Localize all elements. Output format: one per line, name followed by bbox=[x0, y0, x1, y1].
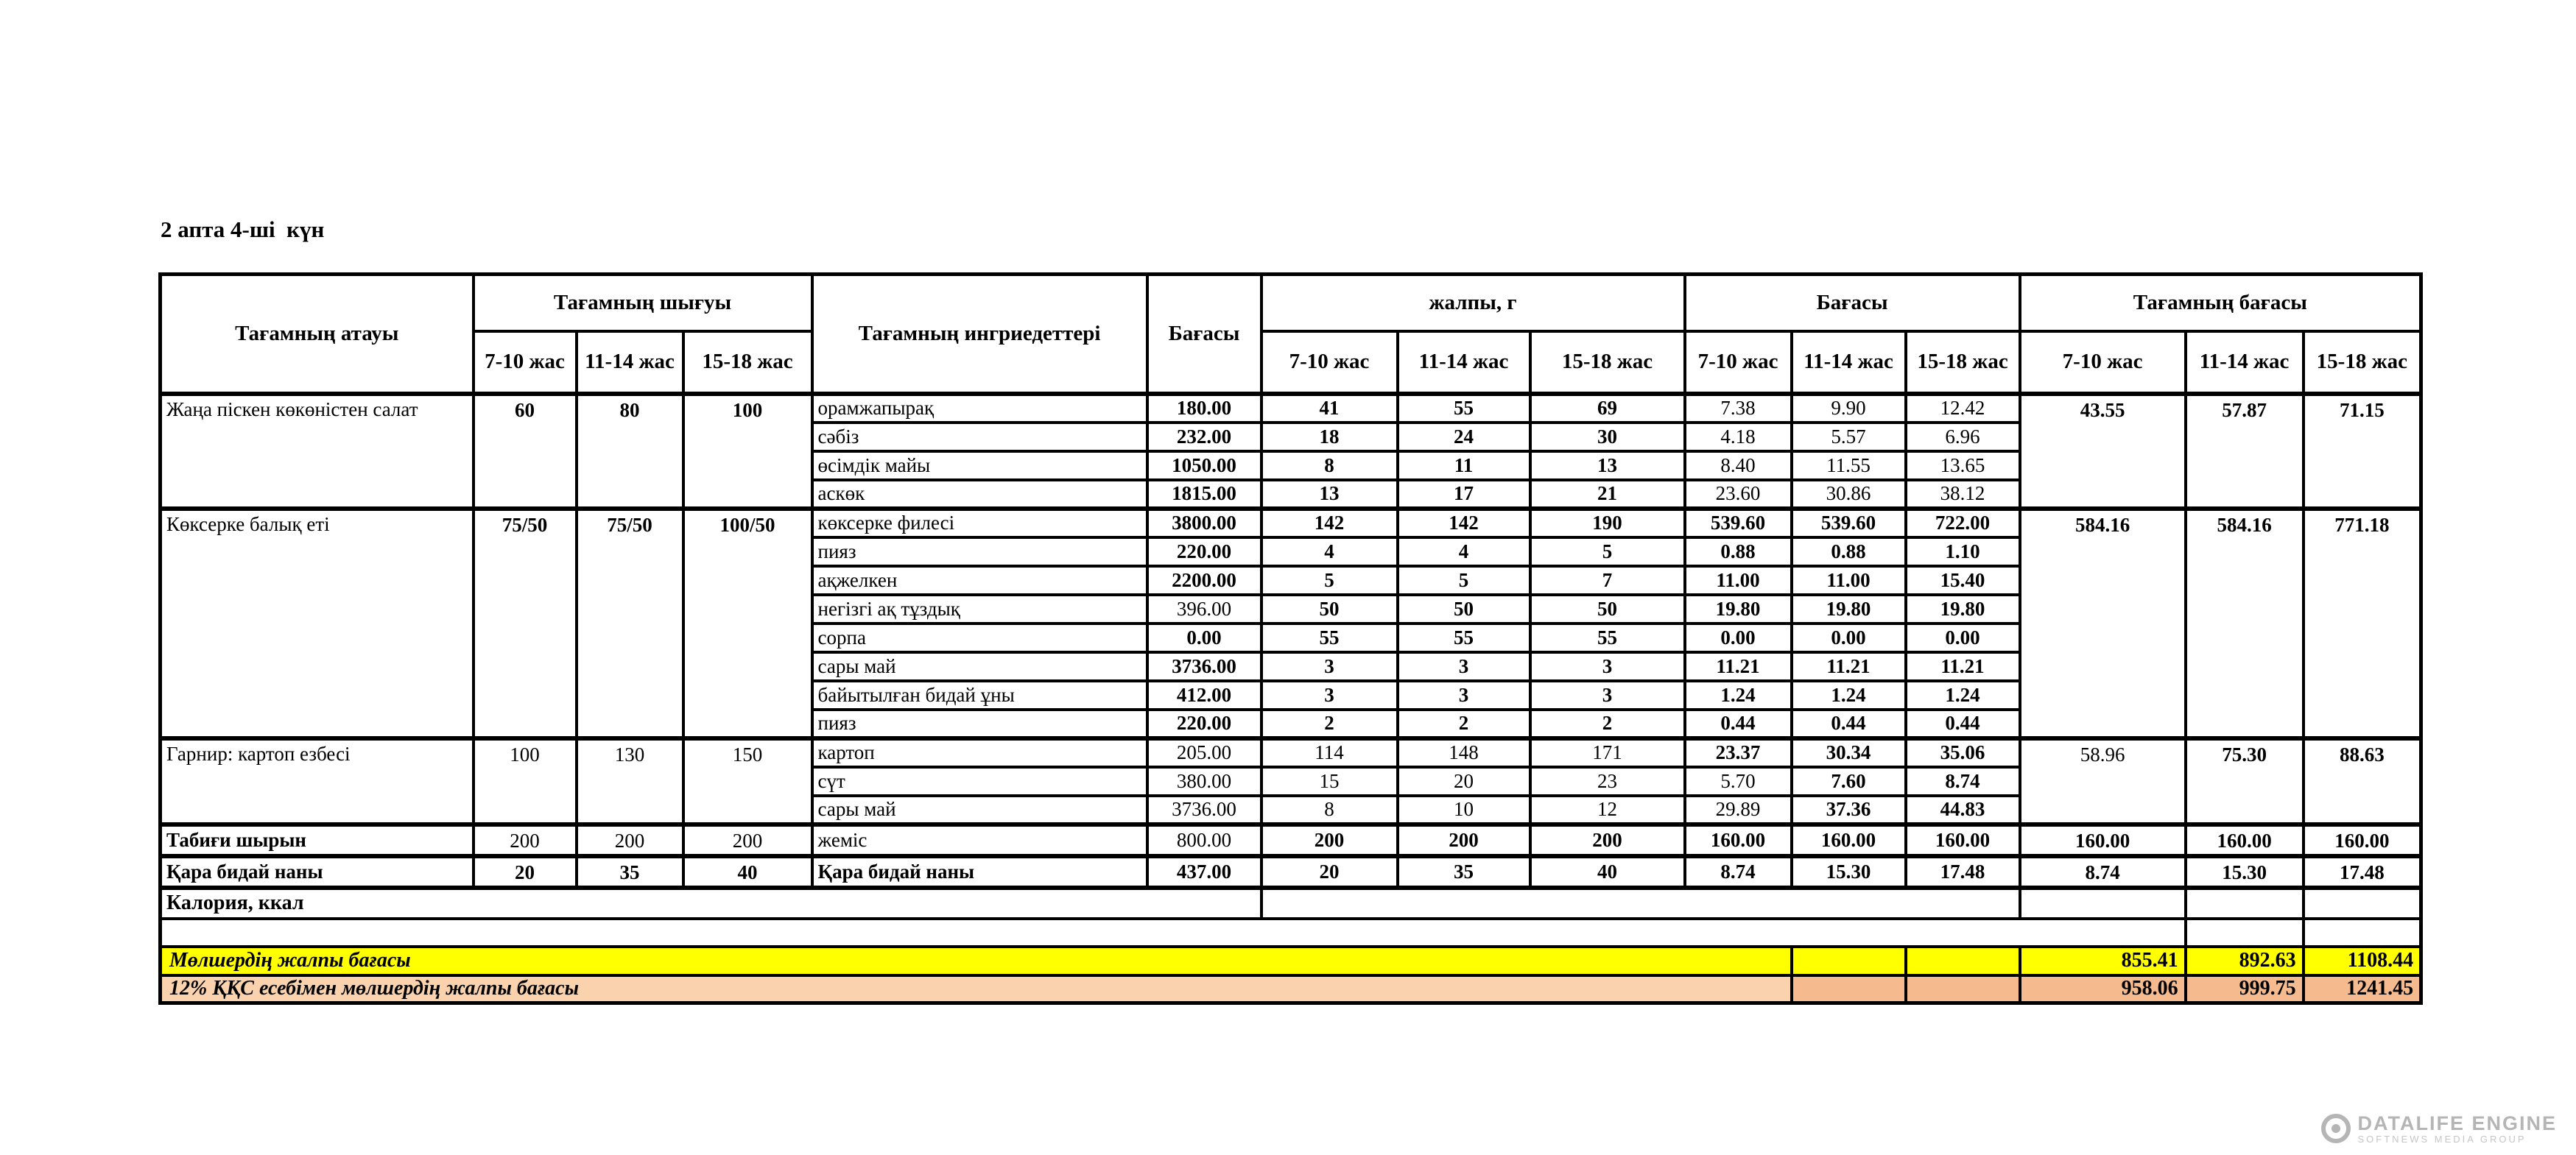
grams-7-10-cell: 200 bbox=[1261, 824, 1398, 856]
dish-price-cell: 584.16 bbox=[2020, 509, 2186, 738]
header-dish-price-group: Тағамның бағасы bbox=[2020, 275, 2421, 331]
grams-15-18-cell: 69 bbox=[1530, 394, 1685, 423]
grams-7-10-cell: 8 bbox=[1261, 451, 1398, 480]
price-11-14-cell: 0.44 bbox=[1792, 710, 1906, 738]
price-15-18-cell: 722.00 bbox=[1906, 509, 2020, 537]
ingredient-cell: ақжелкен bbox=[812, 566, 1147, 595]
dish-output-cell: 100 bbox=[474, 738, 577, 824]
grams-7-10-cell: 114 bbox=[1261, 738, 1398, 767]
price-7-10-cell: 8.40 bbox=[1685, 451, 1792, 480]
grams-7-10-cell: 3 bbox=[1261, 681, 1398, 710]
unit-price-cell: 3800.00 bbox=[1147, 509, 1261, 537]
unit-price-cell: 3736.00 bbox=[1147, 652, 1261, 681]
price-7-10-cell: 5.70 bbox=[1685, 767, 1792, 796]
empty-cell bbox=[2186, 888, 2304, 919]
ingredient-cell: сары май bbox=[812, 652, 1147, 681]
header-age-7-10: 7-10 жас bbox=[1685, 331, 1792, 394]
price-7-10-cell: 539.60 bbox=[1685, 509, 1792, 537]
price-7-10-cell: 7.38 bbox=[1685, 394, 1792, 423]
page-title: 2 апта 4-ші күн bbox=[161, 216, 325, 242]
price-15-18-cell: 1.24 bbox=[1906, 681, 2020, 710]
dish-price-cell: 88.63 bbox=[2304, 738, 2421, 824]
header-age-15-18: 15-18 жас bbox=[1530, 331, 1685, 394]
grams-7-10-cell: 18 bbox=[1261, 423, 1398, 451]
grams-11-14-cell: 50 bbox=[1398, 595, 1530, 624]
unit-price-cell: 1050.00 bbox=[1147, 451, 1261, 480]
grams-7-10-cell: 55 bbox=[1261, 624, 1398, 652]
unit-price-cell: 437.00 bbox=[1147, 856, 1261, 888]
unit-price-cell: 2200.00 bbox=[1147, 566, 1261, 595]
dish-price-cell: 584.16 bbox=[2186, 509, 2304, 738]
dish-output-cell: 100 bbox=[683, 394, 812, 509]
table-row bbox=[161, 856, 2421, 888]
table-header bbox=[161, 275, 2421, 394]
unit-price-cell: 0.00 bbox=[1147, 624, 1261, 652]
header-ingredients: Тағамның ингриедеттері bbox=[812, 275, 1147, 394]
grand-total-label: Мөлшердің жалпы бағасы bbox=[161, 947, 1792, 975]
datalife-eye-icon bbox=[2321, 1114, 2351, 1143]
grams-11-14-cell: 142 bbox=[1398, 509, 1530, 537]
dish-output-cell: 200 bbox=[577, 824, 683, 856]
grams-15-18-cell: 5 bbox=[1530, 537, 1685, 566]
price-15-18-cell: 1.10 bbox=[1906, 537, 2020, 566]
table-row bbox=[161, 919, 2421, 947]
dish-output-cell: 200 bbox=[683, 824, 812, 856]
grams-15-18-cell: 171 bbox=[1530, 738, 1685, 767]
price-11-14-cell: 539.60 bbox=[1792, 509, 1906, 537]
ingredient-cell: көксерке филесі bbox=[812, 509, 1147, 537]
price-11-14-cell: 19.80 bbox=[1792, 595, 1906, 624]
dish-price-cell: 160.00 bbox=[2186, 824, 2304, 856]
dish-output-cell: 100/50 bbox=[683, 509, 812, 738]
empty-cell bbox=[2186, 919, 2304, 947]
header-price-group: Бағасы bbox=[1685, 275, 2020, 331]
dish-price-cell: 8.74 bbox=[2020, 856, 2186, 888]
ingredient-cell: жеміс bbox=[812, 824, 1147, 856]
unit-price-cell: 205.00 bbox=[1147, 738, 1261, 767]
ingredient-cell: өсімдік майы bbox=[812, 451, 1147, 480]
price-11-14-cell: 37.36 bbox=[1792, 796, 1906, 824]
header-unit-price: Бағасы bbox=[1147, 275, 1261, 394]
grams-11-14-cell: 11 bbox=[1398, 451, 1530, 480]
price-15-18-cell: 11.21 bbox=[1906, 652, 2020, 681]
grams-7-10-cell: 8 bbox=[1261, 796, 1398, 824]
price-15-18-cell: 15.40 bbox=[1906, 566, 2020, 595]
unit-price-cell: 1815.00 bbox=[1147, 480, 1261, 509]
table-row bbox=[161, 509, 2421, 537]
price-7-10-cell: 160.00 bbox=[1685, 824, 1792, 856]
empty-cell bbox=[2304, 919, 2421, 947]
watermark-title: DATALIFE ENGINE bbox=[2357, 1112, 2557, 1134]
grams-15-18-cell: 2 bbox=[1530, 710, 1685, 738]
unit-price-cell: 396.00 bbox=[1147, 595, 1261, 624]
grams-15-18-cell: 12 bbox=[1530, 796, 1685, 824]
unit-price-cell: 180.00 bbox=[1147, 394, 1261, 423]
ingredient-cell: сүт bbox=[812, 767, 1147, 796]
ingredient-cell: сәбіз bbox=[812, 423, 1147, 451]
vat-total-11-14: 999.75 bbox=[2186, 975, 2304, 1003]
grams-7-10-cell: 41 bbox=[1261, 394, 1398, 423]
header-age-15-18: 15-18 жас bbox=[1906, 331, 2020, 394]
grams-15-18-cell: 3 bbox=[1530, 681, 1685, 710]
price-15-18-cell: 38.12 bbox=[1906, 480, 2020, 509]
dish-price-cell: 160.00 bbox=[2020, 824, 2186, 856]
price-7-10-cell: 1.24 bbox=[1685, 681, 1792, 710]
header-age-7-10: 7-10 жас bbox=[474, 331, 577, 394]
header-age-11-14: 11-14 жас bbox=[1792, 331, 1906, 394]
price-7-10-cell: 29.89 bbox=[1685, 796, 1792, 824]
empty-cell bbox=[161, 919, 2186, 947]
price-7-10-cell: 23.60 bbox=[1685, 480, 1792, 509]
grams-7-10-cell: 15 bbox=[1261, 767, 1398, 796]
vat-total-7-10: 958.06 bbox=[2020, 975, 2186, 1003]
ingredient-cell: негізгі ақ тұздық bbox=[812, 595, 1147, 624]
table-body bbox=[161, 394, 2421, 1003]
price-7-10-cell: 4.18 bbox=[1685, 423, 1792, 451]
dish-output-cell: 75/50 bbox=[474, 509, 577, 738]
datalife-engine-watermark bbox=[2321, 1113, 2558, 1145]
price-7-10-cell: 19.80 bbox=[1685, 595, 1792, 624]
grams-11-14-cell: 3 bbox=[1398, 652, 1530, 681]
price-11-14-cell: 0.88 bbox=[1792, 537, 1906, 566]
grams-15-18-cell: 50 bbox=[1530, 595, 1685, 624]
price-11-14-cell: 1.24 bbox=[1792, 681, 1906, 710]
price-15-18-cell: 0.44 bbox=[1906, 710, 2020, 738]
table-row bbox=[161, 738, 2421, 767]
grams-7-10-cell: 4 bbox=[1261, 537, 1398, 566]
dish-output-cell: 35 bbox=[577, 856, 683, 888]
dish-price-cell: 43.55 bbox=[2020, 394, 2186, 509]
grams-15-18-cell: 200 bbox=[1530, 824, 1685, 856]
empty-cell bbox=[1906, 947, 2020, 975]
header-age-11-14: 11-14 жас bbox=[2186, 331, 2304, 394]
dish-price-cell: 58.96 bbox=[2020, 738, 2186, 824]
grams-11-14-cell: 148 bbox=[1398, 738, 1530, 767]
unit-price-cell: 3736.00 bbox=[1147, 796, 1261, 824]
price-11-14-cell: 5.57 bbox=[1792, 423, 1906, 451]
price-7-10-cell: 11.21 bbox=[1685, 652, 1792, 681]
price-11-14-cell: 9.90 bbox=[1792, 394, 1906, 423]
price-15-18-cell: 8.74 bbox=[1906, 767, 2020, 796]
empty-cell bbox=[2020, 888, 2186, 919]
header-age-11-14: 11-14 жас bbox=[577, 331, 683, 394]
price-7-10-cell: 11.00 bbox=[1685, 566, 1792, 595]
vat-total-15-18: 1241.45 bbox=[2304, 975, 2421, 1003]
dish-name-cell: Көксерке балық еті bbox=[161, 509, 474, 738]
unit-price-cell: 232.00 bbox=[1147, 423, 1261, 451]
ingredient-cell: сары май bbox=[812, 796, 1147, 824]
grams-15-18-cell: 3 bbox=[1530, 652, 1685, 681]
dish-output-cell: 40 bbox=[683, 856, 812, 888]
price-11-14-cell: 15.30 bbox=[1792, 856, 1906, 888]
ingredient-cell: орамжапырақ bbox=[812, 394, 1147, 423]
unit-price-cell: 220.00 bbox=[1147, 710, 1261, 738]
table-row bbox=[161, 947, 2421, 975]
grams-15-18-cell: 7 bbox=[1530, 566, 1685, 595]
grams-7-10-cell: 20 bbox=[1261, 856, 1398, 888]
unit-price-cell: 800.00 bbox=[1147, 824, 1261, 856]
ingredient-cell: байытылған бидай ұны bbox=[812, 681, 1147, 710]
dish-price-cell: 75.30 bbox=[2186, 738, 2304, 824]
grams-11-14-cell: 10 bbox=[1398, 796, 1530, 824]
grams-7-10-cell: 2 bbox=[1261, 710, 1398, 738]
price-11-14-cell: 11.21 bbox=[1792, 652, 1906, 681]
grams-7-10-cell: 142 bbox=[1261, 509, 1398, 537]
price-11-14-cell: 7.60 bbox=[1792, 767, 1906, 796]
price-11-14-cell: 160.00 bbox=[1792, 824, 1906, 856]
header-age-15-18: 15-18 жас bbox=[683, 331, 812, 394]
menu-table bbox=[158, 272, 2423, 1005]
grand-total-15-18: 1108.44 bbox=[2304, 947, 2421, 975]
dish-output-cell: 130 bbox=[577, 738, 683, 824]
grams-15-18-cell: 30 bbox=[1530, 423, 1685, 451]
grams-11-14-cell: 20 bbox=[1398, 767, 1530, 796]
price-15-18-cell: 13.65 bbox=[1906, 451, 2020, 480]
header-age-11-14: 11-14 жас bbox=[1398, 331, 1530, 394]
ingredient-cell: пияз bbox=[812, 537, 1147, 566]
dish-output-cell: 20 bbox=[474, 856, 577, 888]
unit-price-cell: 380.00 bbox=[1147, 767, 1261, 796]
price-7-10-cell: 8.74 bbox=[1685, 856, 1792, 888]
grams-11-14-cell: 4 bbox=[1398, 537, 1530, 566]
grams-11-14-cell: 35 bbox=[1398, 856, 1530, 888]
calories-label: Калория, ккал bbox=[161, 888, 1261, 919]
ingredient-cell: сорпа bbox=[812, 624, 1147, 652]
unit-price-cell: 412.00 bbox=[1147, 681, 1261, 710]
grams-15-18-cell: 23 bbox=[1530, 767, 1685, 796]
header-age-15-18: 15-18 жас bbox=[2304, 331, 2421, 394]
grams-11-14-cell: 3 bbox=[1398, 681, 1530, 710]
price-15-18-cell: 0.00 bbox=[1906, 624, 2020, 652]
price-15-18-cell: 35.06 bbox=[1906, 738, 2020, 767]
empty-cell bbox=[2304, 888, 2421, 919]
dish-name-cell: Жаңа піскен көкөністен салат bbox=[161, 394, 474, 509]
grams-11-14-cell: 24 bbox=[1398, 423, 1530, 451]
table-row bbox=[161, 824, 2421, 856]
header-age-7-10: 7-10 жас bbox=[1261, 331, 1398, 394]
grams-11-14-cell: 55 bbox=[1398, 394, 1530, 423]
grams-7-10-cell: 13 bbox=[1261, 480, 1398, 509]
price-7-10-cell: 0.44 bbox=[1685, 710, 1792, 738]
grand-total-7-10: 855.41 bbox=[2020, 947, 2186, 975]
ingredient-cell: Қара бидай наны bbox=[812, 856, 1147, 888]
price-15-18-cell: 12.42 bbox=[1906, 394, 2020, 423]
price-15-18-cell: 6.96 bbox=[1906, 423, 2020, 451]
header-age-7-10: 7-10 жас bbox=[2020, 331, 2186, 394]
grams-15-18-cell: 21 bbox=[1530, 480, 1685, 509]
vat-total-label: 12% ҚҚС есебімен мөлшердің жалпы бағасы bbox=[161, 975, 1792, 1003]
grams-11-14-cell: 17 bbox=[1398, 480, 1530, 509]
dish-price-cell: 17.48 bbox=[2304, 856, 2421, 888]
price-11-14-cell: 30.34 bbox=[1792, 738, 1906, 767]
empty-cell bbox=[1792, 947, 1906, 975]
dish-name-cell: Табиғи шырын bbox=[161, 824, 474, 856]
dish-output-cell: 60 bbox=[474, 394, 577, 509]
table-row bbox=[161, 394, 2421, 423]
dish-output-cell: 150 bbox=[683, 738, 812, 824]
dish-price-cell: 160.00 bbox=[2304, 824, 2421, 856]
dish-output-cell: 80 bbox=[577, 394, 683, 509]
price-11-14-cell: 11.55 bbox=[1792, 451, 1906, 480]
unit-price-cell: 220.00 bbox=[1147, 537, 1261, 566]
price-15-18-cell: 44.83 bbox=[1906, 796, 2020, 824]
grams-7-10-cell: 50 bbox=[1261, 595, 1398, 624]
dish-name-cell: Гарнир: картоп езбесі bbox=[161, 738, 474, 824]
grams-11-14-cell: 5 bbox=[1398, 566, 1530, 595]
dish-price-cell: 57.87 bbox=[2186, 394, 2304, 509]
dish-output-cell: 75/50 bbox=[577, 509, 683, 738]
price-11-14-cell: 0.00 bbox=[1792, 624, 1906, 652]
ingredient-cell: картоп bbox=[812, 738, 1147, 767]
grand-total-11-14: 892.63 bbox=[2186, 947, 2304, 975]
empty-cell bbox=[1906, 975, 2020, 1003]
empty-cell bbox=[1261, 888, 2020, 919]
price-15-18-cell: 160.00 bbox=[1906, 824, 2020, 856]
watermark-subtitle: SOFTNEWS MEDIA GROUP bbox=[2357, 1134, 2527, 1145]
header-dish-output: Тағамның шығуы bbox=[474, 275, 812, 331]
price-7-10-cell: 0.88 bbox=[1685, 537, 1792, 566]
price-7-10-cell: 0.00 bbox=[1685, 624, 1792, 652]
dish-name-cell: Қара бидай наны bbox=[161, 856, 474, 888]
grams-7-10-cell: 3 bbox=[1261, 652, 1398, 681]
grams-11-14-cell: 55 bbox=[1398, 624, 1530, 652]
grams-15-18-cell: 13 bbox=[1530, 451, 1685, 480]
price-7-10-cell: 23.37 bbox=[1685, 738, 1792, 767]
price-15-18-cell: 17.48 bbox=[1906, 856, 2020, 888]
header-dish-name: Тағамның атауы bbox=[161, 275, 474, 394]
header-total-grams: жалпы, г bbox=[1261, 275, 1685, 331]
grams-15-18-cell: 40 bbox=[1530, 856, 1685, 888]
grams-11-14-cell: 200 bbox=[1398, 824, 1530, 856]
table-row bbox=[161, 888, 2421, 919]
table-row bbox=[161, 975, 2421, 1003]
ingredient-cell: пияз bbox=[812, 710, 1147, 738]
price-15-18-cell: 19.80 bbox=[1906, 595, 2020, 624]
grams-11-14-cell: 2 bbox=[1398, 710, 1530, 738]
dish-price-cell: 771.18 bbox=[2304, 509, 2421, 738]
empty-cell bbox=[1792, 975, 1906, 1003]
price-11-14-cell: 11.00 bbox=[1792, 566, 1906, 595]
grams-7-10-cell: 5 bbox=[1261, 566, 1398, 595]
grams-15-18-cell: 55 bbox=[1530, 624, 1685, 652]
grams-15-18-cell: 190 bbox=[1530, 509, 1685, 537]
dish-output-cell: 200 bbox=[474, 824, 577, 856]
dish-price-cell: 71.15 bbox=[2304, 394, 2421, 509]
price-11-14-cell: 30.86 bbox=[1792, 480, 1906, 509]
dish-price-cell: 15.30 bbox=[2186, 856, 2304, 888]
ingredient-cell: аскөк bbox=[812, 480, 1147, 509]
